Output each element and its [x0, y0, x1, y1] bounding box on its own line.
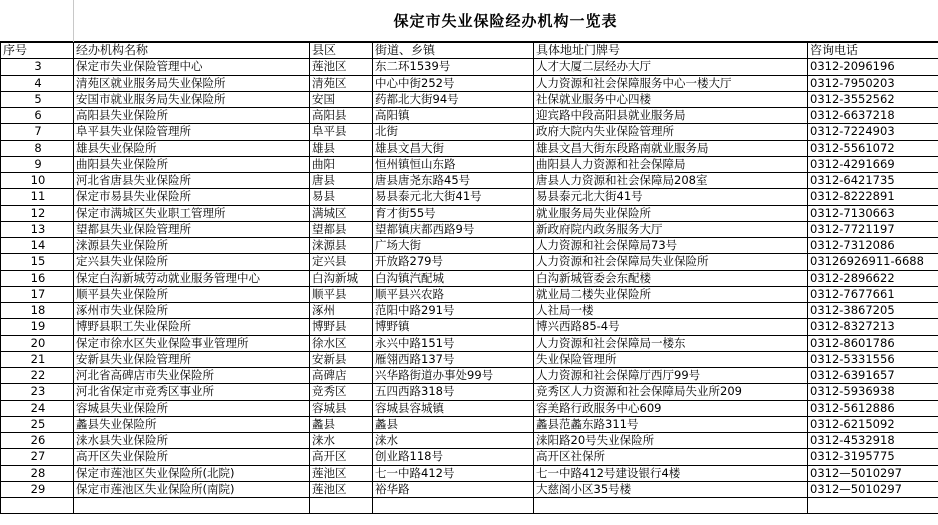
table-row: [1, 335, 938, 351]
row-number-cell[interactable]: 10: [1, 173, 74, 189]
empty-cell[interactable]: [1, 498, 74, 514]
district-cell[interactable]: 高阳县: [310, 108, 373, 124]
address-cell[interactable]: 白沟新城管委会东配楼: [534, 270, 808, 286]
street-cell[interactable]: 七一中路412号: [373, 465, 534, 481]
row-number-cell[interactable]: 29: [1, 481, 74, 497]
district-cell[interactable]: 望都县: [310, 221, 373, 237]
agency-name-cell[interactable]: 雄县失业保险所: [74, 140, 310, 156]
agency-name-cell[interactable]: 涿州市失业保险所: [74, 303, 310, 319]
address-cell[interactable]: 七一中路412号建设银行4楼: [534, 465, 808, 481]
agency-name-cell[interactable]: 阜平县失业保险管理所: [74, 124, 310, 140]
table-row: [1, 189, 938, 205]
agency-name-cell[interactable]: 定兴县失业保险所: [74, 254, 310, 270]
street-cell[interactable]: 易县泰元北大街41号: [373, 189, 534, 205]
table-row: [1, 59, 938, 75]
address-cell[interactable]: 人才大厦二层经办大厅: [534, 59, 808, 75]
street-cell[interactable]: 望都镇庆都西路9号: [373, 221, 534, 237]
street-cell[interactable]: 恒州镇恒山东路: [373, 156, 534, 172]
header-row: [1, 43, 938, 59]
phone-cell[interactable]: 0312-2896622: [808, 270, 938, 286]
address-cell[interactable]: 曲阳县人力资源和社会保障局: [534, 156, 808, 172]
address-cell[interactable]: 人社局一楼: [534, 303, 808, 319]
agency-name-cell[interactable]: 高阳县失业保险所: [74, 108, 310, 124]
table-row: [1, 254, 938, 270]
agency-name-cell[interactable]: 保定市满城区失业职工管理所: [74, 205, 310, 221]
district-cell[interactable]: 阜平县: [310, 124, 373, 140]
page-title: 保定市失业保险经办机构一览表: [393, 12, 618, 30]
header-cell: 街道、乡镇: [373, 43, 534, 59]
agency-name-cell[interactable]: 望都县失业保险管理所: [74, 221, 310, 237]
street-cell[interactable]: 唐县唐尧东路45号: [373, 173, 534, 189]
district-cell[interactable]: 易县: [310, 189, 373, 205]
table-row: [1, 140, 938, 156]
street-cell[interactable]: 雄县文昌大街: [373, 140, 534, 156]
street-cell[interactable]: 开放路279号: [373, 254, 534, 270]
address-cell[interactable]: 竞秀区人力资源和社会保障局失业所209: [534, 384, 808, 400]
row-number-cell[interactable]: 19: [1, 319, 74, 335]
table-row: [1, 173, 938, 189]
street-cell[interactable]: 雁翎西路137号: [373, 351, 534, 367]
table-row: [1, 270, 938, 286]
district-cell[interactable]: 安国: [310, 91, 373, 107]
row-number-cell[interactable]: 24: [1, 400, 74, 416]
table-row: [1, 449, 938, 465]
district-cell[interactable]: 定兴县: [310, 254, 373, 270]
agency-name-cell[interactable]: 蠡县失业保险所: [74, 416, 310, 432]
district-cell[interactable]: 徐水区: [310, 335, 373, 351]
empty-cell[interactable]: [373, 498, 534, 514]
table-row: [1, 205, 938, 221]
table-row: [1, 433, 938, 449]
row-number-cell[interactable]: 9: [1, 156, 74, 172]
row-number-cell[interactable]: 22: [1, 368, 74, 384]
row-number-cell[interactable]: 14: [1, 238, 74, 254]
header-cell: 具体地址门牌号: [534, 43, 808, 59]
district-cell[interactable]: 清苑区: [310, 75, 373, 91]
phone-cell[interactable]: 0312-5612886: [808, 400, 938, 416]
street-cell[interactable]: 涞水: [373, 433, 534, 449]
row-number-cell[interactable]: 23: [1, 384, 74, 400]
agency-name-cell[interactable]: 涞源县失业保险所: [74, 238, 310, 254]
agency-name-cell[interactable]: 保定市失业保险管理中心: [74, 59, 310, 75]
address-cell[interactable]: 社保就业服务中心四楼: [534, 91, 808, 107]
address-cell[interactable]: 人力资源和社会保障服务中心一楼大厅: [534, 75, 808, 91]
header-cell: 序号: [1, 43, 74, 59]
row-number-cell[interactable]: 18: [1, 303, 74, 319]
header-cell: 咨询电话: [808, 43, 938, 59]
district-cell[interactable]: 满城区: [310, 205, 373, 221]
row-number-cell[interactable]: 28: [1, 465, 74, 481]
phone-cell[interactable]: 0312-8601786: [808, 335, 938, 351]
street-cell[interactable]: 永兴中路151号: [373, 335, 534, 351]
table-row: [1, 465, 938, 481]
phone-cell[interactable]: 0312—5010297: [808, 481, 938, 497]
address-cell[interactable]: 新政府院内政务服务大厅: [534, 221, 808, 237]
header-cell: 县区: [310, 43, 373, 59]
district-cell[interactable]: 蠡县: [310, 416, 373, 432]
row-number-cell[interactable]: 20: [1, 335, 74, 351]
address-cell[interactable]: 涞阳路20号失业保险所: [534, 433, 808, 449]
empty-cell[interactable]: [74, 498, 310, 514]
address-cell[interactable]: 政府大院内失业保险管理所: [534, 124, 808, 140]
address-cell[interactable]: 唐县人力资源和社会保障局208室: [534, 173, 808, 189]
street-cell[interactable]: 创业路118号: [373, 449, 534, 465]
phone-cell[interactable]: 0312-2096196: [808, 59, 938, 75]
district-cell[interactable]: 容城县: [310, 400, 373, 416]
street-cell[interactable]: 五四西路318号: [373, 384, 534, 400]
district-cell[interactable]: 雄县: [310, 140, 373, 156]
district-cell[interactable]: 竞秀区: [310, 384, 373, 400]
district-cell[interactable]: 莲池区: [310, 465, 373, 481]
phone-cell[interactable]: 0312-5561072: [808, 140, 938, 156]
agency-name-cell[interactable]: 保定市莲池区失业保险所(南院): [74, 481, 310, 497]
phone-cell[interactable]: 0312-3552562: [808, 91, 938, 107]
row-number-cell[interactable]: 26: [1, 433, 74, 449]
phone-cell[interactable]: 0312-7721197: [808, 221, 938, 237]
district-cell[interactable]: 莲池区: [310, 59, 373, 75]
table-row: [1, 124, 938, 140]
address-cell[interactable]: 大慈阁小区35号楼: [534, 481, 808, 497]
phone-cell[interactable]: 0312-7312086: [808, 238, 938, 254]
address-cell[interactable]: 容美路行政服务中心609: [534, 400, 808, 416]
street-cell[interactable]: 东二环1539号: [373, 59, 534, 75]
phone-cell[interactable]: 0312-7677661: [808, 286, 938, 302]
address-cell[interactable]: 人力资源和社会保障局一楼东: [534, 335, 808, 351]
district-cell[interactable]: 曲阳: [310, 156, 373, 172]
agency-name-cell[interactable]: 保定市徐水区失业保险事业管理所: [74, 335, 310, 351]
agency-name-cell[interactable]: 安国市就业服务局失业保险所: [74, 91, 310, 107]
row-number-cell[interactable]: 25: [1, 416, 74, 432]
row-number-cell[interactable]: 12: [1, 205, 74, 221]
address-cell[interactable]: 博兴西路85-4号: [534, 319, 808, 335]
phone-cell[interactable]: 0312-6637218: [808, 108, 938, 124]
address-cell[interactable]: 雄县文昌大街东段路南就业服务局: [534, 140, 808, 156]
table-row: [1, 351, 938, 367]
street-cell[interactable]: 药都北大街94号: [373, 91, 534, 107]
street-cell[interactable]: 容城县容城镇: [373, 400, 534, 416]
district-cell[interactable]: 高碑店: [310, 368, 373, 384]
table-row: [1, 75, 938, 91]
address-cell[interactable]: 就业局二楼失业保险所: [534, 286, 808, 302]
row-number-cell[interactable]: 7: [1, 124, 74, 140]
phone-cell[interactable]: 0312-8222891: [808, 189, 938, 205]
agency-name-cell[interactable]: 曲阳县失业保险所: [74, 156, 310, 172]
district-cell[interactable]: 涞源县: [310, 238, 373, 254]
agency-name-cell[interactable]: 河北省唐县失业保险所: [74, 173, 310, 189]
address-cell[interactable]: 失业保险管理所: [534, 351, 808, 367]
address-cell[interactable]: 就业服务局失业保险所: [534, 205, 808, 221]
street-cell[interactable]: 白沟镇汽配城: [373, 270, 534, 286]
table-row: [1, 108, 938, 124]
address-cell[interactable]: 蠡县范蠡东路311号: [534, 416, 808, 432]
row-number-cell[interactable]: 17: [1, 286, 74, 302]
district-cell[interactable]: 涿州: [310, 303, 373, 319]
address-cell[interactable]: 易县泰元北大街41号: [534, 189, 808, 205]
table-row: [1, 91, 938, 107]
district-cell[interactable]: 涞水: [310, 433, 373, 449]
district-cell[interactable]: 唐县: [310, 173, 373, 189]
empty-cell[interactable]: [534, 498, 808, 514]
agency-name-cell[interactable]: 安新县失业保险管理所: [74, 351, 310, 367]
street-cell[interactable]: 育才街55号: [373, 205, 534, 221]
address-cell[interactable]: 高开区社保所: [534, 449, 808, 465]
row-number-cell[interactable]: 15: [1, 254, 74, 270]
district-cell[interactable]: 博野县: [310, 319, 373, 335]
table-row: [1, 384, 938, 400]
district-cell[interactable]: 顺平县: [310, 286, 373, 302]
title-row: [0, 0, 938, 42]
row-number-cell[interactable]: 11: [1, 189, 74, 205]
table-row: [1, 221, 938, 237]
phone-cell[interactable]: 0312-7130663: [808, 205, 938, 221]
agency-table: [0, 42, 938, 514]
phone-cell[interactable]: 0312-3867205: [808, 303, 938, 319]
table-row: [1, 416, 938, 432]
phone-cell[interactable]: 0312-6391657: [808, 368, 938, 384]
table-row: [1, 481, 938, 497]
district-cell[interactable]: 莲池区: [310, 481, 373, 497]
header-cell: 经办机构名称: [74, 43, 310, 59]
row-number-cell[interactable]: 3: [1, 59, 74, 75]
agency-name-cell[interactable]: 清苑区就业服务局失业保险所: [74, 75, 310, 91]
phone-cell[interactable]: 0312-6215092: [808, 416, 938, 432]
agency-name-cell[interactable]: 高开区失业保险所: [74, 449, 310, 465]
phone-cell[interactable]: 0312-8327213: [808, 319, 938, 335]
table-row: [1, 368, 938, 384]
agency-name-cell[interactable]: 河北省保定市竞秀区事业所: [74, 384, 310, 400]
agency-name-cell[interactable]: 博野县职工失业保险所: [74, 319, 310, 335]
phone-cell[interactable]: 0312-3195775: [808, 449, 938, 465]
row-number-cell[interactable]: 21: [1, 351, 74, 367]
agency-name-cell[interactable]: 保定市莲池区失业保险所(北院): [74, 465, 310, 481]
row-number-cell[interactable]: 5: [1, 91, 74, 107]
table-row: [1, 286, 938, 302]
address-cell[interactable]: 人力资源和社会保障局73号: [534, 238, 808, 254]
street-cell[interactable]: 蠡县: [373, 416, 534, 432]
empty-cell[interactable]: [310, 498, 373, 514]
row-number-cell[interactable]: 4: [1, 75, 74, 91]
phone-cell[interactable]: 0312-4532918: [808, 433, 938, 449]
table-row: [1, 238, 938, 254]
empty-cell[interactable]: [808, 498, 938, 514]
district-cell[interactable]: 高开区: [310, 449, 373, 465]
address-cell[interactable]: 人力资源和社会保障厅西厅99号: [534, 368, 808, 384]
row-number-cell[interactable]: 6: [1, 108, 74, 124]
agency-name-cell[interactable]: 顺平县失业保险所: [74, 286, 310, 302]
phone-cell[interactable]: 0312-7950203: [808, 75, 938, 91]
agency-name-cell[interactable]: 涞水县失业保险所: [74, 433, 310, 449]
street-cell[interactable]: 中心中街252号: [373, 75, 534, 91]
table-row: [1, 319, 938, 335]
street-cell[interactable]: 高阳镇: [373, 108, 534, 124]
table-row: [1, 400, 938, 416]
phone-cell[interactable]: 0312-5331556: [808, 351, 938, 367]
street-cell[interactable]: 北街: [373, 124, 534, 140]
street-cell[interactable]: 博野镇: [373, 319, 534, 335]
table-row: [1, 156, 938, 172]
row-number-cell[interactable]: 8: [1, 140, 74, 156]
table-row: [1, 303, 938, 319]
empty-row: [1, 498, 938, 514]
district-cell[interactable]: 安新县: [310, 351, 373, 367]
phone-cell[interactable]: 0312—5010297: [808, 465, 938, 481]
row-number-cell[interactable]: 13: [1, 221, 74, 237]
street-cell[interactable]: 裕华路: [373, 481, 534, 497]
agency-name-cell[interactable]: 保定市易县失业保险所: [74, 189, 310, 205]
phone-cell[interactable]: 0312-4291669: [808, 156, 938, 172]
phone-cell[interactable]: 0312-7224903: [808, 124, 938, 140]
agency-name-cell[interactable]: 保定白沟新城劳动就业服务管理中心: [74, 270, 310, 286]
street-cell[interactable]: 范阳中路291号: [373, 303, 534, 319]
agency-name-cell[interactable]: 容城县失业保险所: [74, 400, 310, 416]
agency-name-cell[interactable]: 河北省高碑店市失业保险所: [74, 368, 310, 384]
address-cell[interactable]: 迎宾路中段高阳县就业服务局: [534, 108, 808, 124]
row-number-cell[interactable]: 27: [1, 449, 74, 465]
phone-cell[interactable]: 0312-5936938: [808, 384, 938, 400]
street-cell[interactable]: 顺平县兴农路: [373, 286, 534, 302]
street-cell[interactable]: 广场大街: [373, 238, 534, 254]
district-cell[interactable]: 白沟新城: [310, 270, 373, 286]
address-cell[interactable]: 人力资源和社会保障局失业保险所: [534, 254, 808, 270]
street-cell[interactable]: 兴华路街道办事处99号: [373, 368, 534, 384]
row-number-cell[interactable]: 16: [1, 270, 74, 286]
phone-cell[interactable]: 0312-6421735: [808, 173, 938, 189]
phone-cell[interactable]: 03126926911-6688: [808, 254, 938, 270]
